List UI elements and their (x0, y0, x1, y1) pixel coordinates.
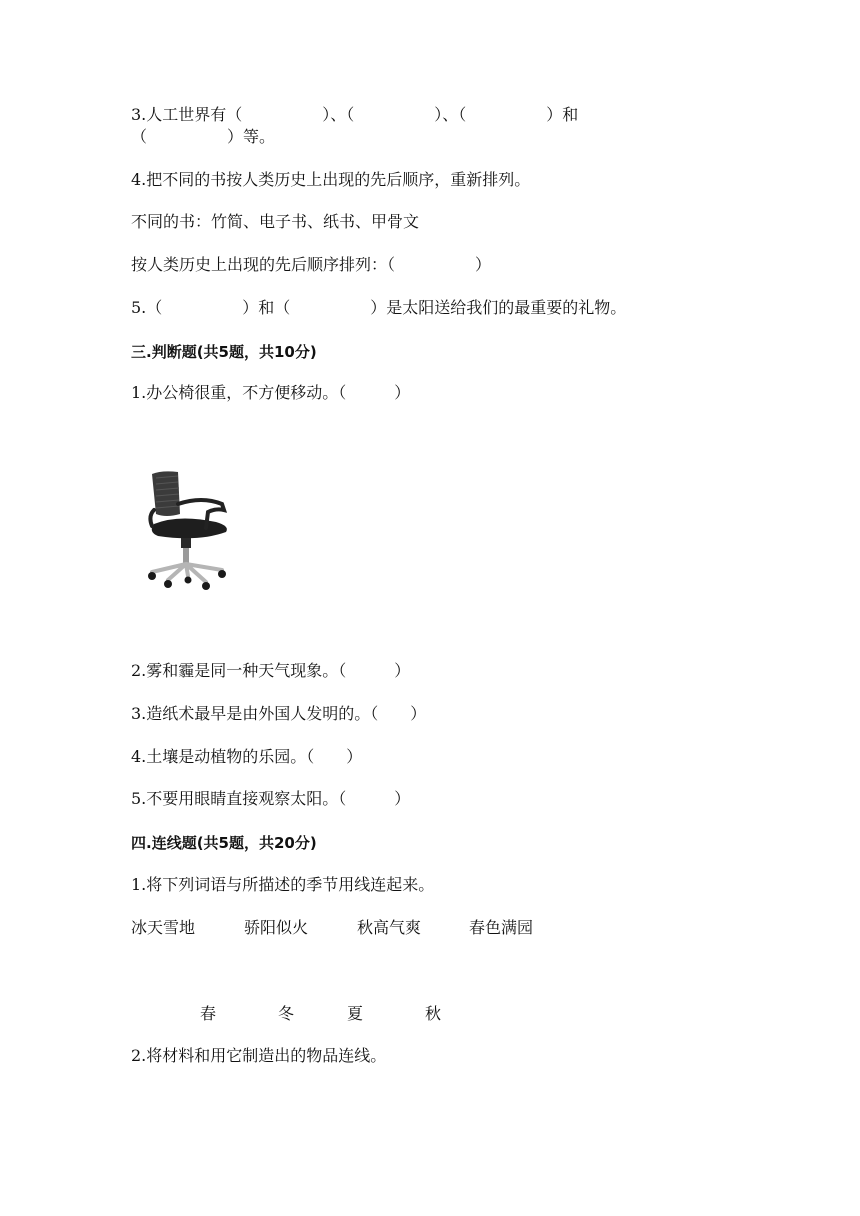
judge-heading: 三.判断题(共5题，共10分) (131, 343, 317, 361)
match-q1: 1.将下列词语与所描述的季节用线连起来。 (131, 875, 435, 894)
judge-q4: 4.土壤是动植物的乐园。（ ） (131, 747, 363, 766)
fill-blank-q3-line2: （ ）等。 (131, 127, 276, 146)
judge-q3: 3.造纸术最早是由外国人发明的。（ ） (131, 704, 427, 723)
fill-blank-q3-line1: 3.人工世界有（ ）、（ ）、（ ）和 (131, 105, 579, 124)
chair-seat (152, 518, 227, 538)
match-season: 夏 (347, 1004, 364, 1023)
fill-blank-q4: 4.把不同的书按人类历史上出现的先后顺序，重新排列。 (131, 170, 531, 189)
match-phrase: 骄阳似火 (244, 918, 309, 937)
match-heading: 四.连线题(共5题，共20分) (131, 834, 317, 852)
chair-armrest-left (150, 510, 154, 526)
judge-q2: 2.雾和霾是同一种天气现象。（ ） (131, 661, 411, 680)
match-phrase: 春色满园 (469, 918, 534, 937)
fill-blank-q4-books: 不同的书：竹简、电子书、纸书、甲骨文 (131, 212, 420, 231)
match-season: 秋 (425, 1004, 442, 1023)
office-chair-image (138, 468, 234, 592)
match-season: 春 (200, 1004, 217, 1023)
match-season: 冬 (278, 1004, 295, 1023)
match-phrase: 冰天雪地 (131, 918, 196, 937)
match-phrase: 秋高气爽 (357, 918, 422, 937)
judge-q1: 1.办公椅很重，不方便移动。（ ） (131, 383, 411, 402)
fill-blank-q4-order: 按人类历史上出现的先后顺序排列：（ ） (131, 255, 492, 274)
fill-blank-q5: 5.（ ）和（ ）是太阳送给我们的最重要的礼物。 (131, 298, 627, 317)
match-q2: 2.将材料和用它制造出的物品连线。 (131, 1046, 387, 1065)
judge-q5: 5.不要用眼睛直接观察太阳。（ ） (131, 789, 411, 808)
